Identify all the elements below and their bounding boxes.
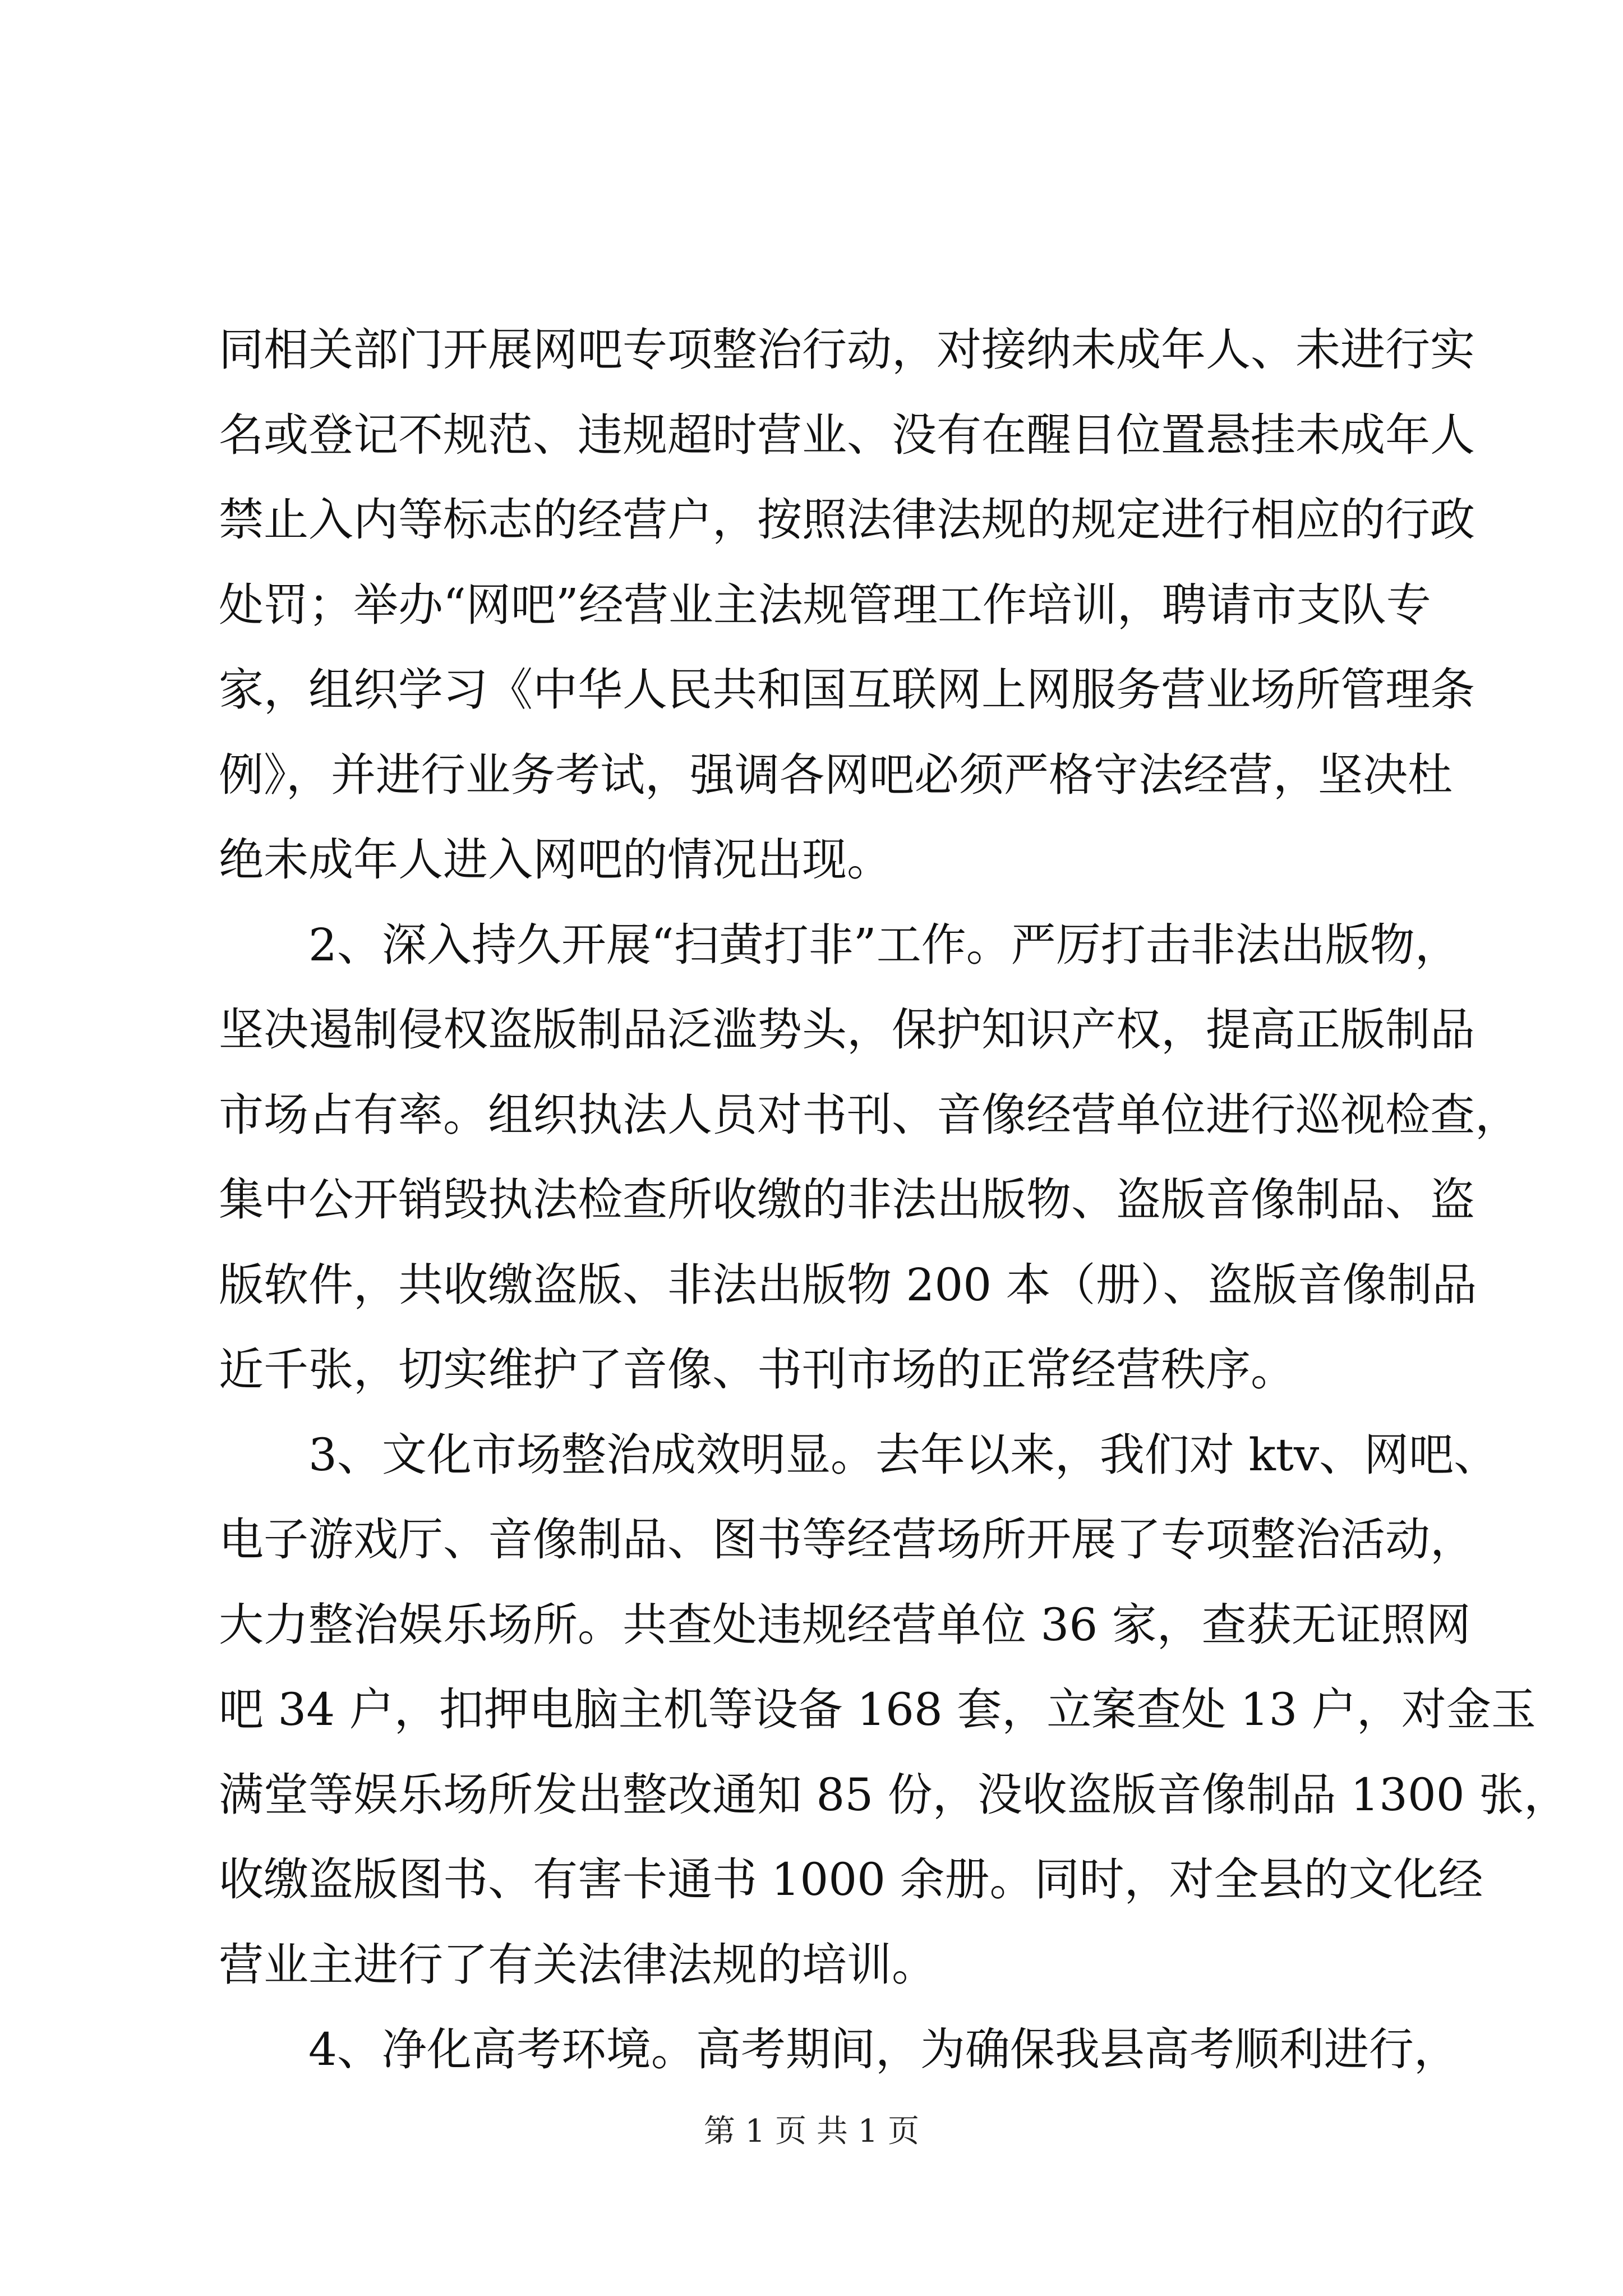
text-line: 同相关部门开展网吧专项整治行动，对接纳未成年人、未进行实 xyxy=(219,324,1475,376)
text-line: 收缴盗版图书、有害卡通书 1000 余册。同时，对全县的文化经 xyxy=(219,1853,1483,1906)
text-line: 4、净化高考环境。高考期间，为确保我县高考顺利进行， xyxy=(219,2023,1459,2076)
text-line: 营业主进行了有关法律法规的培训。 xyxy=(219,1938,937,1991)
page-number: 第 1 页 共 1 页 xyxy=(703,2113,920,2150)
text-line: 电子游戏厅、音像制品、图书等经营场所开展了专项整治活动， xyxy=(219,1513,1475,1566)
text-line: 大力整治娱乐场所。共查处违规经营单位 36 家，查获无证照网 xyxy=(219,1598,1471,1651)
text-line: 坚决遏制侵权盗版制品泛滥势头，保护知识产权，提高正版制品 xyxy=(219,1004,1475,1056)
text-line: 满堂等娱乐场所发出整改通知 85 份，没收盗版音像制品 1300 张， xyxy=(219,1768,1569,1821)
text-line: 3、文化市场整治成效明显。去年以来，我们对 ktv、网吧、 xyxy=(219,1428,1499,1481)
text-line: 禁止入内等标志的经营户，按照法律法规的规定进行相应的行政 xyxy=(219,494,1475,546)
text-line: 2、深入持久开展“扫黄打非”工作。严厉打击非法出版物， xyxy=(219,918,1460,971)
body-text xyxy=(219,307,1569,2092)
text-line: 吧 34 户，扣押电脑主机等设备 168 套，立案查处 13 户，对金玉 xyxy=(219,1683,1536,1736)
text-line: 集中公开销毁执法检查所收缴的非法出版物、盗版音像制品、盗 xyxy=(219,1174,1475,1226)
text-line: 家，组织学习《中华人民共和国互联网上网服务营业场所管理条 xyxy=(219,664,1475,716)
text-line: 名或登记不规范、违规超时营业、没有在醒目位置悬挂未成年人 xyxy=(219,408,1475,461)
page-footer xyxy=(0,2112,1623,2151)
text-line: 近千张，切实维护了音像、书刊市场的正常经营秩序。 xyxy=(219,1343,1295,1396)
text-line: 例》，并进行业务考试，强调各网吧必须严格守法经营，坚决杜 xyxy=(219,748,1453,801)
text-line: 绝未成年人进入网吧的情况出现。 xyxy=(219,834,892,886)
text-line: 版软件，共收缴盗版、非法出版物 200 本（册）、盗版音像制品 xyxy=(219,1258,1477,1311)
text-line: 处罚；举办“网吧”经营业主法规管理工作培训，聘请市支队专 xyxy=(219,578,1431,631)
text-line: 市场占有率。组织执法人员对书刊、音像经营单位进行巡视检查， xyxy=(219,1088,1520,1141)
